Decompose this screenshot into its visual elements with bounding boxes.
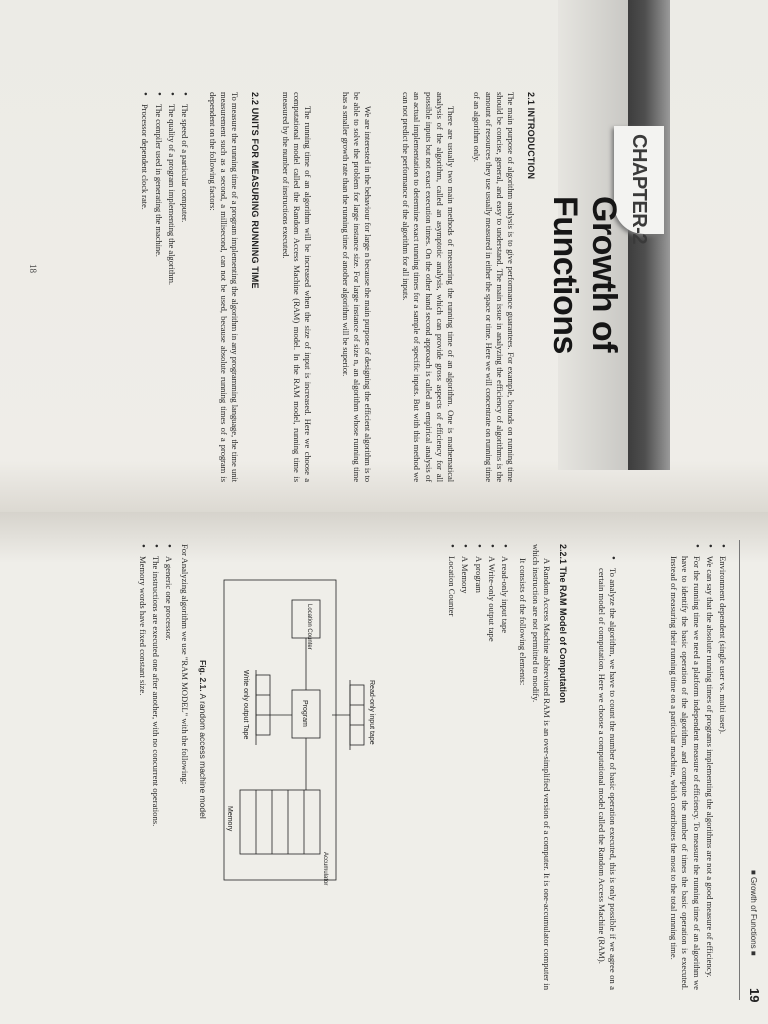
analyze-paragraph [594,544,618,990]
output-tape-label: Write only output Tape [242,670,249,740]
machine-frame [224,580,336,880]
list-item: • A read-only input tape [499,544,510,990]
chapter-label: CHAPTER-2 [628,134,650,244]
ram-consists: It consists of the following elements: [518,558,528,686]
ram-intro: A Random Access Machine abbreviated RAM is an over-simplified version of a computer. It is one-accumulator computer in which instruction are not permitted to modify. [530,544,552,990]
figure-caption-text: A random access machine model [198,693,208,819]
page-number: 19 [747,988,762,1003]
intro-paragraph-3: We are interested in the behaviour for large n because the main purpose of designing the efficient algorithm is to be able to solve the problem for large instance size. For large instance of size n, an algorithm whose running time has a smaller growth rate than the running time of another algorithm will be superior. [340,92,373,482]
list-item: • A Memory [459,544,470,990]
intro-paragraph-2: There are usually two main methods of measuring the running time of an algorithm. One is mathematical analysis of the algorithm, called an asymptotic analysis, which can provide gross aspects of efficiency for all possible inputs but not exact execution times. On the other hand second approach is called an empirical analysis of an actual implementation to determine exact running times for a sample of specific inputs. But with this method we can not predict the performance of the algorithm for all inputs. [401,92,456,482]
intro-paragraph-1: The main purpose of algorithm analysis is to give performance guarantees. For example, bounds on running time should be concise, general, and easy to understand. The main issue in analyzing the efficiency of algorithms is the amount of resources they use usually measured in either the space or time. Here we will concentrate on running time of an algorithm only. [472,92,516,482]
chapter-banner [546,0,768,512]
units-paragraph: To measure the running time of a program implementing the algorithm in any programming language, the time unit measurement such as a second, a millisecond, can not be used, because absolute running times of a program is dependent on the following factors: [207,92,240,482]
running-header-text: ■ Growth of Functions ■ [749,870,758,956]
chapter-title: Growth of Functions [546,196,623,354]
page-number: 18 [28,264,38,273]
figure-number: Fig. 2.1. [198,660,208,692]
right-page [0,512,768,1024]
section-heading-ram-model: 2.2.1 The RAM Model of Computation [558,544,568,703]
section-heading-units: 2.2 UNITS FOR MEASURING RUNNING TIME [250,92,260,289]
program-label: Program [301,700,308,727]
list-item: • We can say that the absolute running times of programs implementing the algorithms are not a good measure of efficiency. [704,544,715,990]
accumulator-label: Accumulator [322,852,328,886]
list-item: • The quality of a program implementing the algorithm. [166,92,177,482]
list-item: • A program [472,544,483,990]
list-item: • A Write-only output tape [486,544,497,990]
ram-elements-list [444,544,510,990]
ram-model-diagram [210,560,380,900]
input-tape [350,680,364,750]
list-item: • A generic one processor. [163,544,174,990]
list-item: • Processor dependent clock rate. [139,92,150,482]
section-heading-introduction: 2.1 INTRODUCTION [526,92,536,180]
list-item: • Memory words have fixed constant size. [136,544,147,990]
list-item: • To analyze the algorithm, we have to count the number of basic operation executed, this is only possible if we agree on a certain model of computation. Here we choose a computational model called the Random Access Machine (RAM). [596,556,618,990]
output-tape [256,670,270,745]
list-item: • For the running time we need a platform independent measure of efficiency. To measure the running time of an algorithm we have to identify the basic operation of the algorithm, and compute the number of times the basic operation is executed. Instead of measuring their running time on a particular machine, which contributes the most to the total running time. [668,544,702,990]
environment-bullets [666,544,728,990]
closing-bullets [134,544,174,990]
list-item: • Environment dependent (single user vs. multi user). [717,544,728,990]
input-tape-label: Read-only input tape [368,680,375,745]
list-item: • The compiler used in generating the machine. [152,92,163,482]
running-header [728,512,768,1024]
closing-intro: For Analyzing algorithm we use "RAM MODEL" with the following: [180,544,190,785]
memory-stack [240,790,320,854]
list-item: • The instructions are executed one after another, with no concurrent operations. [150,544,161,990]
list-item: • Location Counter [446,544,457,990]
memory-label: Memory [226,806,233,832]
location-counter-label: Location Counter [306,604,312,650]
list-item: • The speed of a particular computer. [179,92,190,482]
figure-caption [198,660,208,819]
intro-paragraph-4: The running time of an algorithm will be increased when the size of input is increased. Here we choose a computational model called the Random Access Machine (RAM) model. In the RAM model, running time is measured by the number of instructions executed. [280,92,313,482]
factor-list [137,92,190,482]
header-rule [739,540,740,1000]
